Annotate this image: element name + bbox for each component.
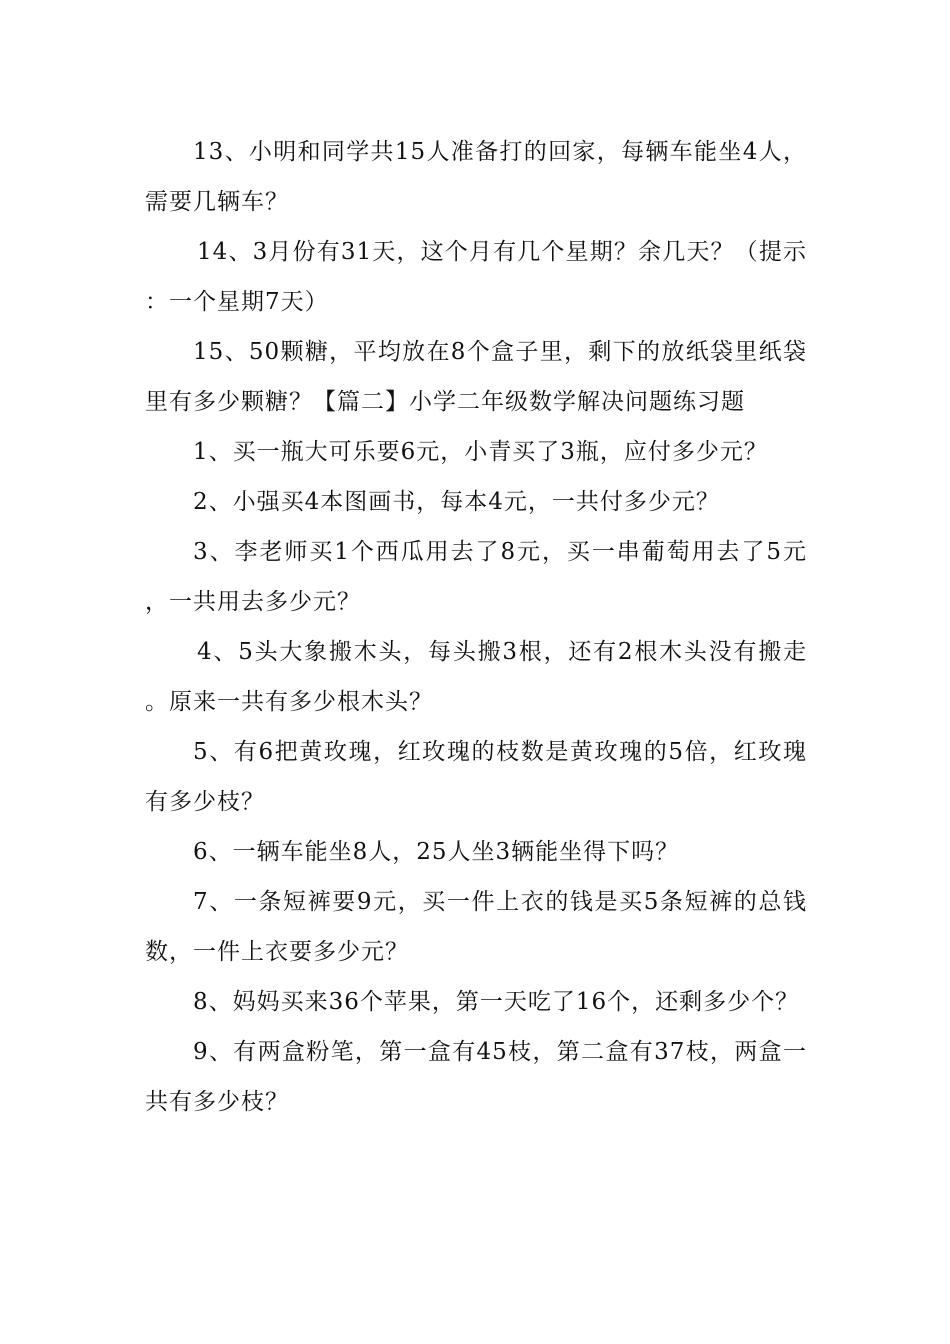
problem-15-and-section-heading: 15、50颗糖，平均放在8个盒子里，剩下的放纸袋里纸袋里有多少颗糖？【篇二】小学二年级数学解决问题练习题 (145, 339, 807, 415)
problem-14: 14、3月份有31天，这个月有几个星期？余几天？（提示：一个星期7天） (145, 239, 807, 315)
problem-7: 7、一条短裤要9元，买一件上衣的钱是买5条短裤的总钱数，一件上衣要多少元？ (145, 889, 807, 965)
problem-6: 6、一辆车能坐8人，25人坐3辆能坐得下吗？ (193, 839, 680, 865)
problem-4: 4、5头大象搬木头，每头搬3根，还有2根木头没有搬走。原来一共有多少根木头？ (145, 639, 807, 715)
problem-5: 5、有6把黄玫瑰，红玫瑰的枝数是黄玫瑰的5倍，红玫瑰有多少枝？ (145, 739, 807, 815)
problem-3: 3、李老师买1个西瓜用去了8元，买一串葡萄用去了5元，一共用去多少元？ (145, 539, 807, 615)
problem-9: 9、有两盒粉笔，第一盒有45枝，第二盒有37枝，两盒一共有多少枝？ (145, 1039, 807, 1115)
problem-8: 8、妈妈买来36个苹果，第一天吃了16个，还剩多少个？ (193, 989, 800, 1015)
problem-1: 1、买一瓶大可乐要6元，小青买了3瓶，应付多少元？ (193, 439, 768, 465)
document-body (145, 127, 807, 1127)
problem-13: 13、小明和同学共15人准备打的回家，每辆车能坐4人，需要几辆车？ (145, 139, 807, 215)
problem-2: 2、小强买4本图画书，每本4元，一共付多少元？ (193, 489, 720, 515)
